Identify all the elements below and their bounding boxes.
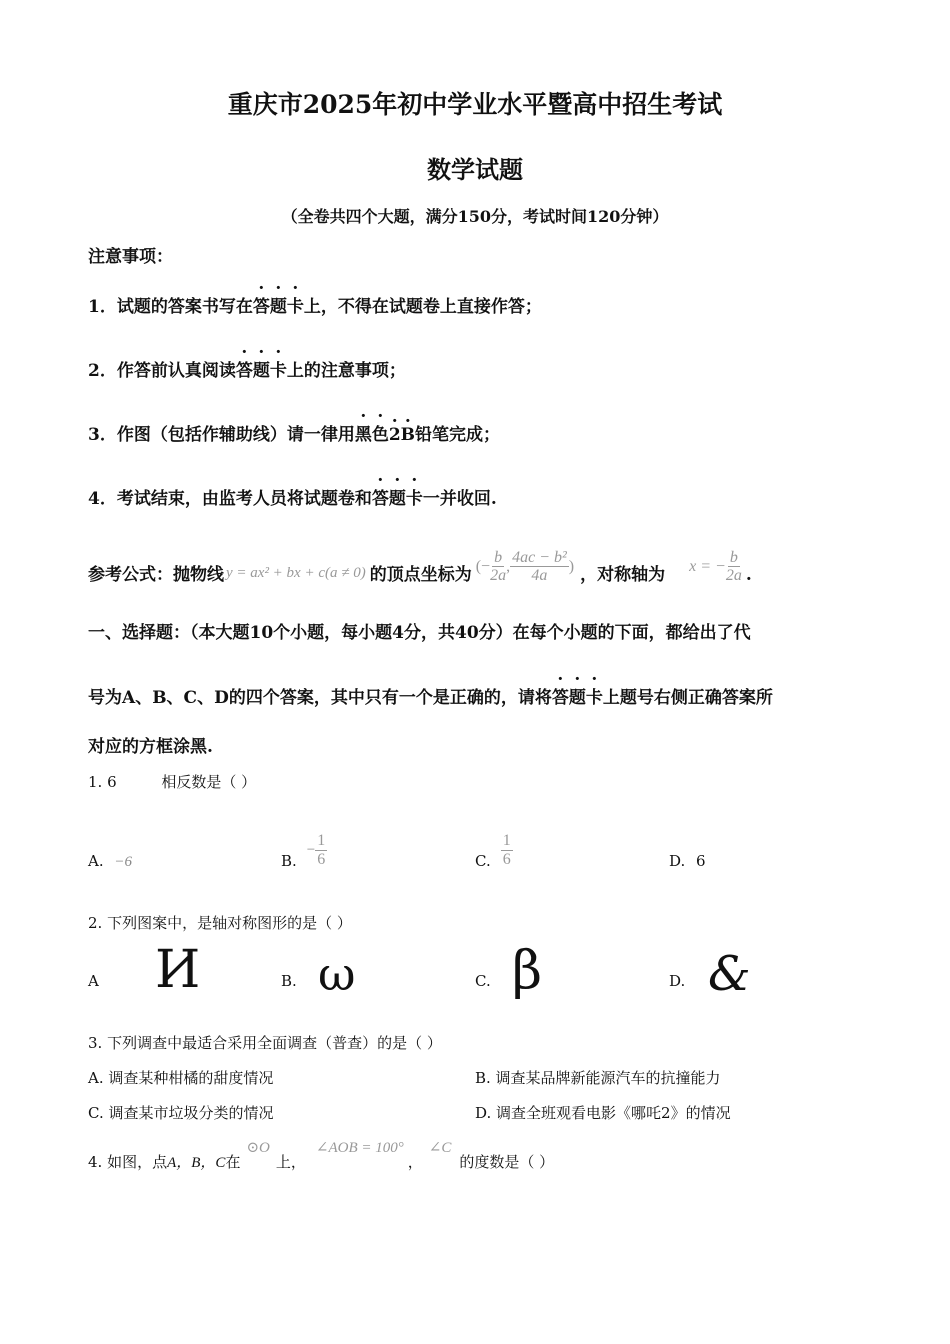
vertex-x-fraction <box>490 549 506 585</box>
question-4-points: A，B，C <box>167 1155 226 1171</box>
emphasis-char: 答 <box>235 361 253 381</box>
emphasis-char: 答 <box>252 297 270 317</box>
note-1-text: 1．试题的答案书写在 <box>88 297 253 317</box>
section-1-text-end: 上题号右侧正确答案所 <box>602 688 773 708</box>
vertex-open: (− <box>475 557 491 575</box>
formula-end: . <box>745 565 752 585</box>
question-2-stem: 2. 下列图案中，是轴对称图形的是（ ） <box>88 914 352 932</box>
emphasis-char: 卡 <box>286 297 304 317</box>
fraction-num: 1 <box>502 831 511 849</box>
emphasis-char: 色 <box>371 425 389 445</box>
q2-option-b-label: B. <box>281 972 297 990</box>
section-1-line-3: 对应的方框涂黑. <box>88 737 213 757</box>
note-4 <box>88 484 497 509</box>
q2-option-c-label: C. <box>475 972 491 990</box>
question-1-text: 相反数是（ ） <box>161 773 257 791</box>
emphasis-char: 题 <box>269 297 287 317</box>
angle-c: ∠C <box>428 1140 452 1156</box>
question-4-text: 上， <box>275 1153 306 1171</box>
fraction <box>315 832 327 868</box>
vertex-label: 的顶点坐标为 <box>369 565 472 585</box>
axis-num: b <box>729 548 738 566</box>
note-4-text-end: 一并收回. <box>422 489 497 509</box>
axis-expression <box>689 549 742 585</box>
angle-aob: ∠AOB = 100° <box>315 1140 404 1156</box>
fraction-den: 6 <box>502 850 511 868</box>
question-1-stem <box>88 771 256 792</box>
circle-o: ⊙O <box>246 1140 270 1156</box>
emphasis-char: . B <box>401 425 415 445</box>
axis-fraction <box>726 549 742 585</box>
option-label: A. <box>88 852 104 870</box>
q1-option-b <box>281 828 327 872</box>
vertex-comma: , <box>506 557 511 575</box>
note-1-text-end: 上，不得在试题卷上直接作答； <box>303 297 542 317</box>
option-value: −6 <box>114 854 133 870</box>
fraction <box>501 832 513 868</box>
vertex-y-fraction <box>510 549 569 585</box>
q2-symbol-a: И <box>155 940 201 1000</box>
note-3-text-end: 铅笔完成； <box>415 425 501 445</box>
question-4-text: 在 <box>225 1153 241 1171</box>
question-4-stem <box>88 1138 554 1172</box>
option-label: B. <box>281 852 297 870</box>
emphasis-char: 卡 <box>405 489 423 509</box>
emphasis-char: 黑 <box>354 425 372 445</box>
q3-option-a: A. 调查某种柑橘的甜度情况 <box>88 1069 274 1087</box>
emphasis-char: 答 <box>371 489 389 509</box>
q2-symbol-d: & <box>708 946 751 1002</box>
q1-option-a <box>88 852 132 871</box>
axis-label: ，对称轴为 <box>580 565 666 585</box>
section-1-line-1: 一、选择题：（本大题10个小题，每小题4分，共40分）在每个小题的下面，都给出了代 <box>88 623 751 643</box>
option-label: C. <box>475 852 491 870</box>
option-value: 6 <box>696 852 706 870</box>
fraction-num: 1 <box>317 831 326 849</box>
question-4-comma: ， <box>407 1153 423 1171</box>
emphasis-char: 答 <box>551 688 569 708</box>
q1-option-c <box>475 828 513 872</box>
emphasis-char: 题 <box>252 361 270 381</box>
vertex-y-den: 4a <box>531 567 548 585</box>
fraction-den: 6 <box>317 850 326 868</box>
note-3-text: 3．作图（包括作辅助线）请一律用 <box>88 425 355 445</box>
vertex-expression <box>476 549 574 585</box>
vertex-x-num: b <box>494 548 503 566</box>
q3-option-d: D. 调查全班观看电影《哪吒2》的情况 <box>475 1104 731 1122</box>
exam-title: 重庆市2025年初中学业水平暨高中招生考试 <box>227 90 723 119</box>
section-1-line-2 <box>88 683 773 708</box>
fraction-sign: − <box>306 841 316 858</box>
section-1-text: 号为A、B、C、D的四个答案，其中只有一个是正确的，请将 <box>88 688 552 708</box>
notes-heading: 注意事项： <box>88 247 173 267</box>
question-3-stem: 3. 下列调查中最适合采用全面调查（普查）的是（ ） <box>88 1034 442 1052</box>
emphasis-char: 题 <box>568 688 586 708</box>
question-1-number: 1. 6 <box>88 773 117 791</box>
note-2-text-end: 上的注意事项； <box>286 361 406 381</box>
reference-formula <box>88 535 752 585</box>
emphasis-char: . 2 <box>389 425 401 445</box>
parabola-equation: y = ax² + bx + c(a ≠ 0) <box>226 565 366 581</box>
note-2 <box>88 356 406 381</box>
option-label: D. <box>669 852 686 870</box>
exam-subtitle: 数学试题 <box>427 155 523 184</box>
axis-eq: x = − <box>689 557 726 575</box>
exam-info: （全卷共四个大题，满分150分，考试时间120分钟） <box>281 207 669 226</box>
note-3 <box>88 420 500 445</box>
emphasis-char: 卡 <box>269 361 287 381</box>
q3-option-c: C. 调查某市垃圾分类的情况 <box>88 1104 274 1122</box>
note-4-text: 4．考试结束，由监考人员将试题卷和 <box>88 489 372 509</box>
vertex-x-den: 2a <box>490 567 507 585</box>
note-2-text: 2．作答前认真阅读 <box>88 361 236 381</box>
question-4-text: 4. 如图，点 <box>88 1153 168 1171</box>
q1-option-d <box>669 852 706 870</box>
axis-den: 2a <box>725 567 742 585</box>
q3-option-b: B. 调查某品牌新能源汽车的抗撞能力 <box>475 1069 721 1087</box>
vertex-close: ) <box>568 557 575 575</box>
formula-prefix: 参考公式：抛物线 <box>88 565 224 585</box>
q2-option-d-label: D. <box>669 972 686 990</box>
note-1 <box>88 292 542 317</box>
emphasis-char: 卡 <box>585 688 603 708</box>
emphasis-char: 题 <box>388 489 406 509</box>
q2-option-a-label: A <box>88 972 99 990</box>
q2-symbol-b: ω <box>318 947 356 1001</box>
question-4-text: 的度数是（ ） <box>459 1153 555 1171</box>
q2-symbol-c: β <box>512 941 543 1001</box>
vertex-y-num: 4ac − b² <box>512 548 567 566</box>
